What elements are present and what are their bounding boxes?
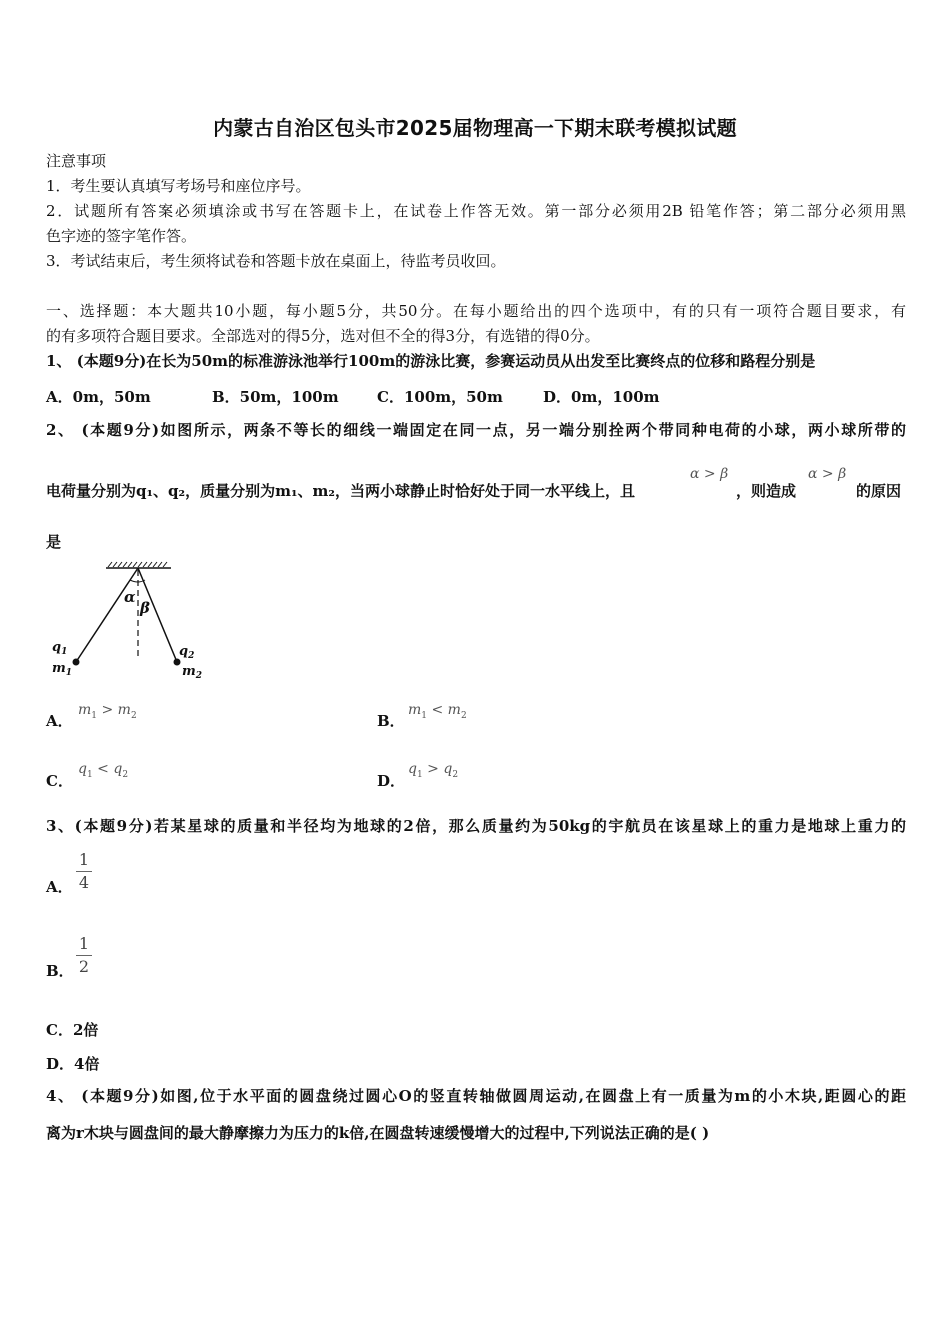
question-2-stem-line-2c: 的原因 bbox=[856, 482, 902, 500]
q2-option-c-formula: $q_1 < q_2$ bbox=[78, 761, 129, 780]
question-2-stem-line-3: 是 bbox=[46, 533, 62, 551]
q3-option-b-fraction: $\frac{1}{2}$ bbox=[76, 935, 92, 976]
q2-label: $q_2$ bbox=[179, 644, 195, 661]
section-intro-line-1: 一、选择题：本大题共10小题，每小题5分，共50分。在每小题给出的四个选项中，有的只有一项符合题目要求，有 bbox=[46, 302, 906, 320]
q3-option-c: C．2倍 bbox=[46, 1021, 99, 1039]
alpha-gt-beta-formula-2: α > β bbox=[808, 466, 847, 482]
string-1 bbox=[76, 568, 138, 662]
alpha-label: α bbox=[124, 588, 136, 606]
q3-option-d: D．4倍 bbox=[46, 1055, 100, 1073]
notice-item-3: 3．考试结束后，考生须将试卷和答题卡放在桌面上，待监考员收回。 bbox=[46, 252, 506, 270]
q1-option-a: A．0m，50m bbox=[46, 388, 151, 406]
page-title: 内蒙古自治区包头市2025届物理高一下期末联考模拟试题 bbox=[213, 116, 737, 140]
question-2-stem-line-1: 2、 (本题9分)如图所示，两条不等长的细线一端固定在同一点，另一端分别拴两个带同种电荷的小球，两小球所带的 bbox=[46, 421, 906, 439]
notice-item-2: 2．试题所有答案必须填涂或书写在答题卡上，在试卷上作答无效。第一部分必须用2B 铅笔作答；第二部分必须用黑 bbox=[46, 202, 906, 220]
q3-option-a-letter: A． bbox=[46, 878, 73, 896]
q2-option-a-formula: $m_1 > m_2$ bbox=[78, 702, 137, 721]
notice-item-1: 1．考生要认真填写考场号和座位序号。 bbox=[46, 177, 311, 195]
question-2-stem-line-2b: ，则造成 bbox=[736, 482, 797, 500]
notice-heading: 注意事项 bbox=[46, 152, 107, 170]
question-1-stem: 1、 (本题9分)在长为50m的标准游泳池举行100m的游泳比赛，参赛运动员从出发至比赛终点的位移和路程分别是 bbox=[46, 352, 816, 370]
q2-option-b-letter: B． bbox=[377, 712, 405, 730]
m1-label: $m_1$ bbox=[52, 661, 73, 678]
ball-2 bbox=[174, 659, 181, 666]
question-2-stem-line-2a: 电荷量分别为q₁、q₂，质量分别为m₁、m₂，当两小球静止时恰好处于同一水平线上，且 bbox=[46, 482, 636, 500]
pendulum-figure bbox=[46, 558, 216, 684]
q1-option-c: C．100m，50m bbox=[377, 388, 503, 406]
m2-label: $m_2$ bbox=[182, 664, 203, 681]
q3-option-a-fraction: $\frac{1}{4}$ bbox=[76, 851, 92, 892]
q1-label: $q_1$ bbox=[52, 640, 68, 657]
section-intro-line-2: 的有多项符合题目要求。全部选对的得5分，选对但不全的得3分，有选错的得0分。 bbox=[46, 327, 600, 345]
q2-option-b-formula: $m_1 < m_2$ bbox=[408, 702, 467, 721]
question-4-stem-line-1: 4、 (本题9分)如图,位于水平面的圆盘绕过圆心O的竖直转轴做圆周运动,在圆盘上有一质量为m的小木块,距圆心的距 bbox=[46, 1087, 906, 1105]
question-4-stem-line-2: 离为r木块与圆盘间的最大静摩擦力为压力的k倍,在圆盘转速缓慢增大的过程中,下列说法正确的是( ) bbox=[46, 1124, 710, 1142]
q2-option-c-letter: C． bbox=[46, 772, 73, 790]
q2-option-d-formula: $q_1 > q_2$ bbox=[408, 761, 459, 780]
ball-1 bbox=[73, 659, 80, 666]
q3-option-b-letter: B． bbox=[46, 962, 74, 980]
q2-option-d-letter: D． bbox=[377, 772, 406, 790]
notice-item-2-cont: 色字迹的签字笔作答。 bbox=[46, 227, 197, 245]
q1-option-b: B．50m，100m bbox=[212, 388, 339, 406]
q2-option-a-letter: A． bbox=[46, 712, 73, 730]
alpha-gt-beta-formula-1: α > β bbox=[690, 466, 729, 482]
question-3-stem: 3、(本题9分)若某星球的质量和半径均为地球的2倍，那么质量约为50kg的宇航员在该星球上的重力是地球上重力的 bbox=[46, 817, 906, 835]
q1-option-d: D．0m，100m bbox=[543, 388, 660, 406]
beta-label: β bbox=[140, 599, 150, 617]
